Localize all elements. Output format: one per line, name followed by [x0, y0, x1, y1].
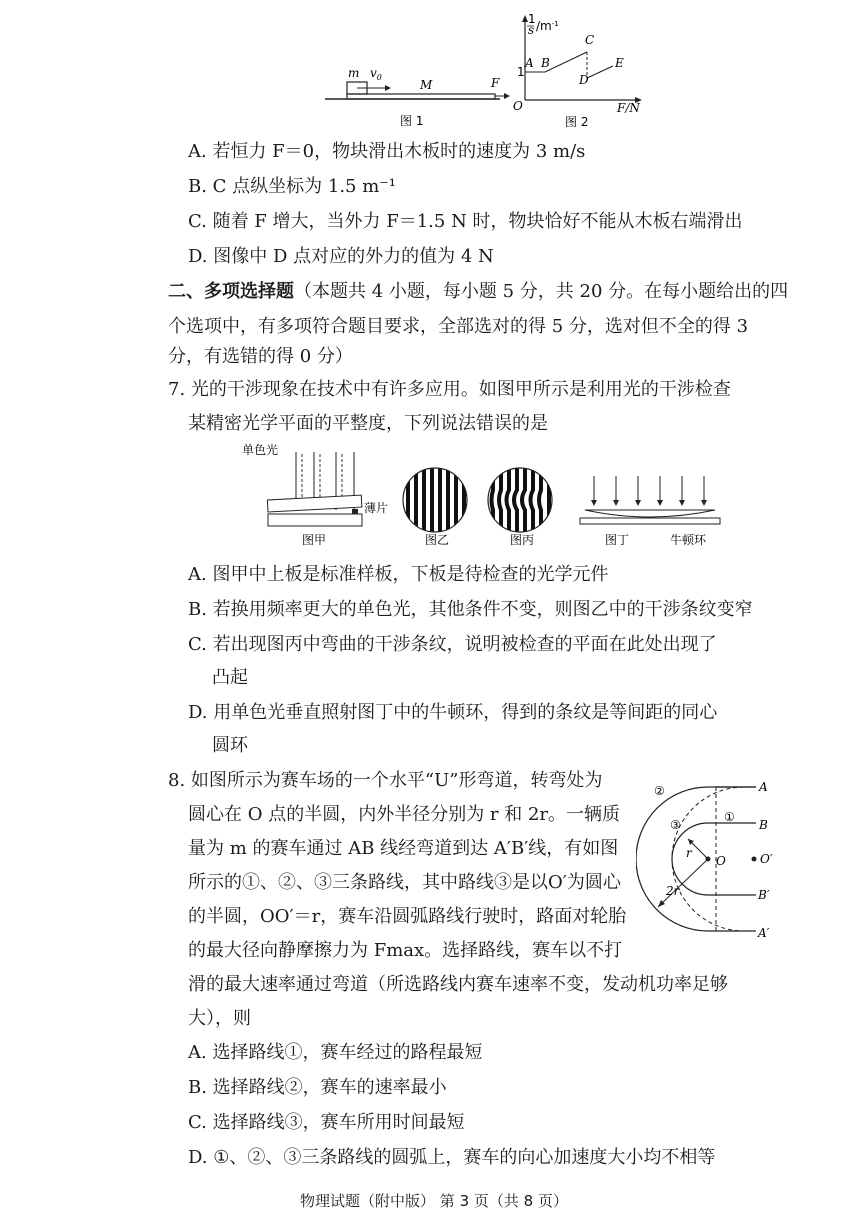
svg-text:①: ① — [724, 810, 735, 824]
q7-option-b: B. 若换用频率更大的单色光，其他条件不变，则图乙中的干涉条纹变窄 — [188, 599, 753, 620]
caption-ding: 图丁 — [605, 533, 630, 547]
page-footer: 物理试题（附中版） 第 3 页（共 8 页） — [300, 1192, 568, 1210]
svg-text:B′: B′ — [758, 888, 770, 902]
label-v0: $v_0$ — [370, 66, 382, 82]
y-axis-label: $/m^{-1}$ — [536, 19, 559, 33]
caption-newton-ring: 牛顿环 — [670, 533, 707, 547]
q8-option-a: A. 选择路线①，赛车经过的路程最短 — [188, 1042, 483, 1063]
label-M: M — [420, 78, 433, 92]
figure-1 — [320, 55, 510, 130]
svg-text:单色光: 单色光 — [242, 443, 279, 457]
svg-text:E: E — [615, 56, 624, 70]
q8-stem-7: 滑的最大速率通过弯道（所选路线内赛车速率不变，发动机功率足够 — [188, 974, 728, 995]
figure-2 — [505, 12, 645, 132]
svg-text:B: B — [541, 56, 550, 70]
svg-text:1: 1 — [517, 65, 525, 79]
section2-line-2: 个选项中，有多项符合题目要求，全部选对的得 5 分，选对但不全的得 3 — [168, 316, 749, 337]
svg-text:O: O — [716, 854, 726, 868]
section2-line-1: 二、多项选择题（本题共 4 小题，每小题 5 分，共 20 分。在每小题给出的四 — [168, 281, 789, 302]
caption-yi: 图乙 — [425, 533, 450, 547]
q8-option-d: D. ①、②、③三条路线的圆弧上，赛车的向心加速度大小均不相等 — [188, 1147, 716, 1168]
svg-text:s: s — [528, 23, 535, 37]
svg-text:②: ② — [654, 784, 665, 798]
svg-text:B: B — [759, 818, 768, 832]
figure-q8 — [636, 765, 786, 950]
q7-stem-1: 7. 光的干涉现象在技术中有许多应用。如图甲所示是利用光的干涉检查 — [168, 379, 731, 400]
svg-text:A′: A′ — [758, 926, 770, 940]
q8-stem-2: 圆心在 O 点的半圆，内外半径分别为 r 和 2r。一辆质 — [188, 804, 621, 825]
figure-q7 — [240, 440, 730, 555]
label-F: F — [491, 76, 500, 90]
svg-text:2r: 2r — [666, 884, 680, 898]
svg-text:O′: O′ — [760, 852, 773, 866]
svg-text:1: 1 — [528, 12, 536, 26]
q7-option-c-cont: 凸起 — [212, 667, 248, 688]
section2-line-3: 分，有选错的得 0 分） — [168, 346, 353, 367]
q7-stem-2: 某精密光学平面的平整度，下列说法错误的是 — [188, 413, 548, 434]
q8-option-b: B. 选择路线②，赛车的速率最小 — [188, 1077, 447, 1098]
q7-option-d-cont: 圆环 — [212, 735, 248, 756]
svg-text:A: A — [525, 56, 534, 70]
svg-text:A: A — [759, 780, 768, 794]
svg-text:薄片: 薄片 — [364, 501, 389, 515]
q8-stem-4: 所示的①、②、③三条路线，其中路线③是以O′为圆心 — [188, 872, 621, 893]
q8-stem-1: 8. 如图所示为赛车场的一个水平“U”形弯道，转弯处为 — [168, 770, 603, 791]
svg-text:D: D — [579, 73, 589, 87]
svg-text:③: ③ — [670, 818, 681, 832]
svg-text:C: C — [585, 33, 595, 47]
q8-option-c: C. 选择路线③，赛车所用时间最短 — [188, 1112, 465, 1133]
label-m: m — [348, 66, 360, 80]
figure-2-caption: 图 2 — [565, 115, 589, 129]
caption-bing: 图丙 — [510, 533, 535, 547]
q8-stem-3: 量为 m 的赛车通过 AB 线经弯道到达 A′B′线，有如图 — [188, 838, 619, 859]
caption-jia: 图甲 — [302, 533, 327, 547]
section2-title: 二、多项选择题 — [168, 281, 294, 302]
x-axis-label: F/N — [617, 101, 640, 115]
q7-option-c: C. 若出现图丙中弯曲的干涉条纹，说明被检查的平面在此处出现了 — [188, 634, 717, 655]
q8-stem-6: 的最大径向静摩擦力为 Fmax。选择路线，赛车以不打 — [188, 940, 623, 961]
svg-text:O: O — [513, 99, 523, 113]
q8-stem-8: 大），则 — [188, 1008, 251, 1029]
q7-option-d: D. 用单色光垂直照射图丁中的牛顿环，得到的条纹是等间距的同心 — [188, 702, 718, 723]
figure-1-caption: 图 1 — [400, 114, 424, 128]
q6-option-a: A. 若恒力 F＝0，物块滑出木板时的速度为 3 m/s — [188, 141, 586, 162]
q6-option-d: D. 图像中 D 点对应的外力的值为 4 N — [188, 246, 494, 267]
q7-option-a: A. 图甲中上板是标准样板，下板是待检查的光学元件 — [188, 564, 609, 585]
q6-option-c: C. 随着 F 增大，当外力 F＝1.5 N 时，物块恰好不能从木板右端滑出 — [188, 211, 743, 232]
svg-text:r: r — [686, 846, 692, 860]
q8-stem-5: 的半圆，OO′＝r，赛车沿圆弧路线行驶时，路面对轮胎 — [188, 906, 627, 927]
q6-option-b: B. C 点纵坐标为 1.5 m⁻¹ — [188, 176, 397, 197]
